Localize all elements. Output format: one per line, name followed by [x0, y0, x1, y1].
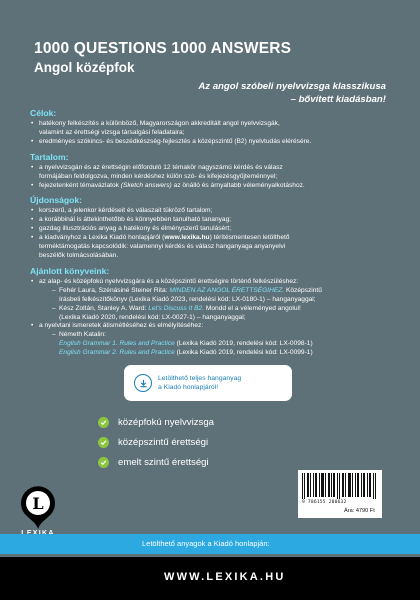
- tagline-line-2: – bővített kiadásban!: [290, 94, 386, 105]
- book-title: 1000 QUESTIONS 1000 ANSWERS: [34, 40, 292, 57]
- list-item: • fejezetenként témavázlatok (Sketch answers) az önálló és árnyaltabb véleményalkotáshoz.: [30, 182, 388, 191]
- list-item: • hatékony felkészítés a különböző, Magyarországon akkreditált angol nyelvvizsgák, valamint az érettségi vizsga társalgási feladataira;: [30, 120, 388, 138]
- website-bar: [0, 557, 420, 600]
- website-url[interactable]: WWW.LEXIKA.HU: [164, 571, 286, 583]
- section-heading: Újdonságok:: [30, 195, 83, 206]
- section-ajanlott: [30, 266, 388, 358]
- book-subtitle: Angol középfok: [34, 60, 135, 75]
- section-celok: [30, 108, 388, 147]
- price: Ára: 4790 Ft: [344, 508, 375, 514]
- tagline: [126, 80, 386, 106]
- section-tartalom: [30, 152, 388, 191]
- section-heading: Célok:: [30, 108, 57, 118]
- list-item: • a kiadványhoz a Lexika Kiadó honlapjáról (www.lexika.hu) térítésmentesen letölthető terméktámogatás kapcsolódik: valamennyi kérdés és válasz hanganyaga anyanyelvi beszélők tolmácsolásában.: [30, 234, 388, 261]
- exam-levels: [98, 412, 214, 472]
- svg-text:L: L: [32, 494, 44, 513]
- barcode-number: 9 786155 200632: [302, 500, 347, 505]
- download-text: Letölthető teljes hanganyag a Kiadó honlapjáról!: [158, 375, 242, 391]
- checkmark-icon: [98, 417, 109, 428]
- recommended-book: – Kész Zoltán, Stanley A. Ward: Let's Discuss It B2. Mondd el a véleményed angolul! (Lexika Kiadó 2020, rendelési kód: LX-0027-1) – hanganyaggal;: [52, 305, 388, 323]
- recommended-book: – Németh Katalin: English Grammar 1. Rules and Practice (Lexika Kiadó 2019, rendelési kód: LX-0098-1) English Grammar 2. Rules and Practice (Lexika Kiadó 2019, rendelési kód: LX-0099-1): [52, 331, 388, 358]
- level-item: középszintű érettségi: [98, 432, 214, 452]
- lexika-logo-icon: [20, 486, 56, 530]
- download-banner: Letölthető anyagok a Kiadó honlapján:: [0, 534, 420, 554]
- tagline-line-1: Az angol szóbeli nyelvvizsga klasszikusa: [198, 81, 386, 92]
- section-ujdonsagok: [30, 195, 388, 260]
- list-item: • eredményes szókincs- és beszédkészség-fejlesztés a középszintű (B2) nyelvtudás elérésére.: [30, 138, 388, 147]
- level-item: emelt szintű érettségi: [98, 452, 214, 472]
- list-item: • korszerű, a jelenkor kérdéseit és válaszait tükröző tartalom;: [30, 207, 388, 216]
- section-heading: Ajánlott könyveink:: [30, 265, 110, 276]
- download-icon: [134, 374, 152, 392]
- barcode: [298, 470, 382, 518]
- recommended-book: – Fehér Laura, Szénásiné Steiner Rita: MINDEN AZ ANGOL ÉRETTSÉGIHEZ. Középszintű írásbeli felkészítőkönyv (Lexika Kiadó 2023, rendelési kód: LX-0180-1) – hanganyaggal;: [52, 287, 388, 305]
- list-item: • a nyelvvizsgán és az érettségin előforduló 12 témakör nagyszámú kérdés és válasz formájában feldolgozva, minden kérdéshez külön szó- és kifejezésgyűjteménnyel;: [30, 164, 388, 182]
- download-badge: [124, 365, 292, 401]
- back-cover-text: [30, 108, 388, 363]
- level-item: középfokú nyelvvizsga: [98, 412, 214, 432]
- list-item: • gazdag illusztrációs anyag a hatékony és élményszerű tanulásért;: [30, 225, 388, 234]
- list-item: • a korábbinál is áttekinthetőbb és könnyebben tanulható tananyag;: [30, 216, 388, 225]
- barcode-bars: [302, 473, 378, 499]
- checkmark-icon: [98, 437, 109, 448]
- checkmark-icon: [98, 457, 109, 468]
- section-heading: Tartalom:: [30, 151, 69, 162]
- list-item: • a nyelvtani ismeretek átismétléséhez és elmélyítéséhez: – Németh Katalin: English Grammar 1. Rules and Practice (Lexika Kiadó 2019, rendelési kód: LX-0098-1) English Grammar 2. Rules and Practice (Lexika Kiadó 2019, rendelési kód: LX-0099-1): [30, 322, 388, 358]
- list-item: • az alap- és középfokú nyelvvizsgára és a középszintű érettségire történő felkészüléshez: – Fehér Laura, Szénásiné Steiner Rita: MINDEN AZ ANGOL ÉRETTSÉGIHEZ. Középszintű írásbeli felkészítőkönyv (Lexika Kiadó 2023, rendelési kód: LX-0180-1) – hanganyaggal; – Kész Zoltán, Stanley A. Ward: Let's Discuss It B2. Mondd el a véleményed angolul! (Lexika Kiadó 2020, rendelési kód: LX-0027-1) – hanganyaggal;: [30, 278, 388, 323]
